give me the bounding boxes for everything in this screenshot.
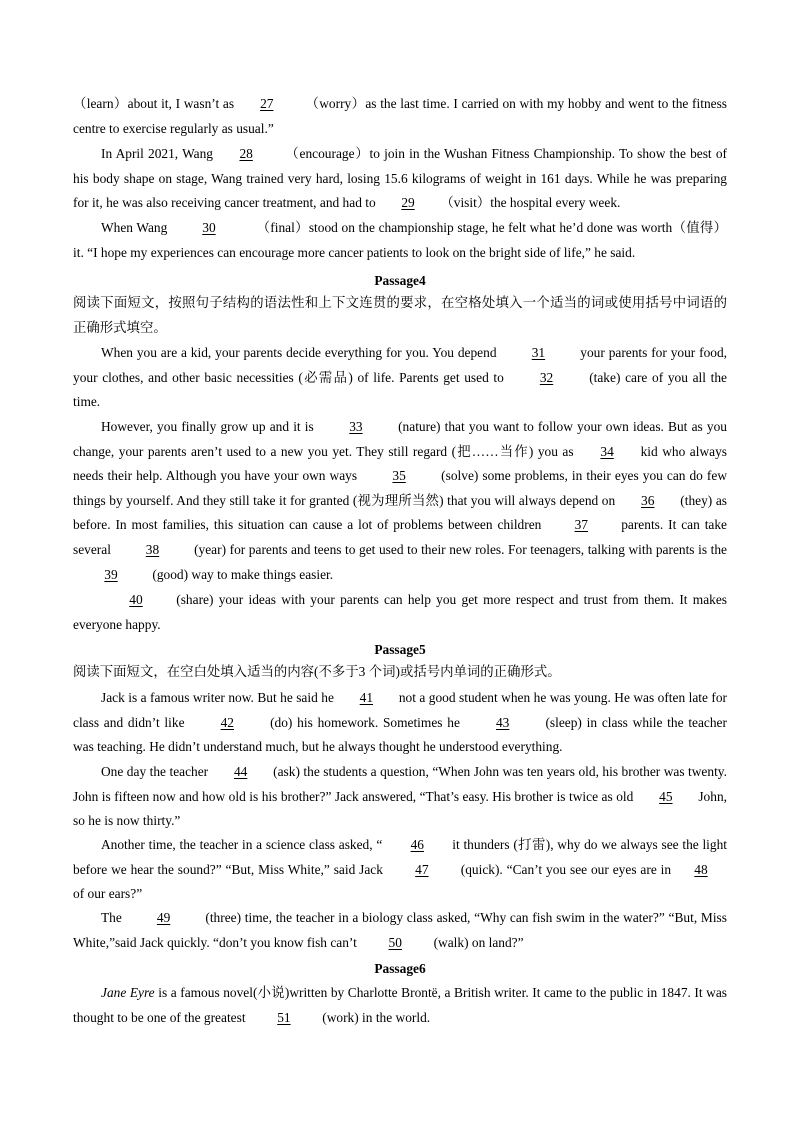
blank-43[interactable]: 43 <box>495 714 510 730</box>
blank-31[interactable]: 31 <box>531 345 546 360</box>
passage5-instructions: 阅读下面短文，在空白处填入适当的内容(不多于3 个词)或括号内单词的正确形式。 <box>73 664 561 679</box>
blank-29[interactable]: 29 <box>401 195 415 211</box>
blank-47[interactable]: 47 <box>415 861 429 877</box>
book-title: Jane Eyre <box>101 985 155 1000</box>
blank-28[interactable]: 28 <box>239 146 253 161</box>
blank-36[interactable]: 36 <box>641 492 655 508</box>
blank-46[interactable]: 46 <box>410 837 424 852</box>
blank-33[interactable]: 33 <box>349 419 363 434</box>
blank-27[interactable]: 27 <box>260 96 274 111</box>
blank-45[interactable]: 45 <box>659 788 673 804</box>
passage5-paragraph-2: One day the teacher 44 (ask) the students a question, “When John was ten years old, his brother was twenty. John is fifteen now and how old is his brother?” Jack answered, “That’s easy. His brother is twice as old 45 John, so he is now thirty.” <box>73 760 727 834</box>
passage3-paragraph-1: （learn）about it, I wasn’t as 27 （worry）as the last time. I carried on with my hobby and went to the fitness centre to exercise regularly as usual.” <box>73 92 727 141</box>
passage5-title: Passage5 <box>374 642 426 657</box>
passage4-title: Passage4 <box>374 273 426 288</box>
blank-32[interactable]: 32 <box>539 369 554 385</box>
passage4-paragraph-2: However, you finally grow up and it is 33 (nature) that you want to follow your own ideas. But as you change, your parents aren’t used to a new you yet. They still regard (把……当作) you as 34 kid who always needs their help. Although you have your own ways 35 (solve) some problems, in their eyes you can do few things by yourself. And they still take it for granted (视为理所当然) that you will always depend on 36 (they) as before. In most families, this situation can cause a lot of problems between children 37 parents. It can take several 38 (year) for parents and teens to get used to their new roles. For teenagers, talking with parents is the 39 (good) way to make things easier. <box>73 415 727 587</box>
blank-41[interactable]: 41 <box>359 690 374 705</box>
blank-51[interactable]: 51 <box>277 1009 291 1025</box>
blank-42[interactable]: 42 <box>220 714 234 730</box>
passage6-title: Passage6 <box>374 961 426 976</box>
passage3-paragraph-2: In April 2021, Wang 28 （encourage）to join in the Wushan Fitness Championship. To show the best of his body shape on stage, Wang trained very hard, losing 15.6 kilograms of weight in 161 days. While he was preparing for it, he was also receiving cancer treatment, and had to 29 （visit）the hospital every week. <box>73 142 727 216</box>
blank-38[interactable]: 38 <box>145 541 160 557</box>
blank-49[interactable]: 49 <box>156 910 171 925</box>
blank-35[interactable]: 35 <box>392 468 406 484</box>
passage4-paragraph-3: 40 (share) your ideas with your parents can help you get more respect and trust from them. It makes everyone happy. <box>73 588 727 637</box>
passage5-paragraph-3: Another time, the teacher in a science class asked, “ 46 it thunders (打雷), why do we always see the light before we hear the sound?” “But, Miss White,” said Jack 47 (quick). “Can’t you see our eyes are in 48of our ears?” <box>73 833 727 907</box>
blank-37[interactable]: 37 <box>574 517 588 533</box>
passage3-paragraph-3: When Wang 30 （final）stood on the championship stage, he felt what he’d done was worth（值得）it. “I hope my experiences can encourage more cancer patients to look on the bright side of life,” he said. <box>73 216 727 265</box>
passage6-paragraph-1: Jane Eyre is a famous novel(小说)written by Charlotte Brontë, a British writer. It came to the public in 1847. It was thought to be one of the greatest 51 (work) in the world. <box>73 981 727 1030</box>
blank-48[interactable]: 48 <box>694 861 708 877</box>
passage5-paragraph-4: The 49 (three) time, the teacher in a biology class asked, “Why can fish swim in the water?” “But, Miss White,”said Jack quickly. “don’t you know fish can’t 50 (walk) on land?” <box>73 906 727 955</box>
blank-44[interactable]: 44 <box>233 764 248 779</box>
passage4-paragraph-1: When you are a kid, your parents decide everything for you. You depend 31 your parents for your food, your clothes, and other basic necessities (必需品) of life. Parents get used to 32 (take) care of you all the time. <box>73 341 727 415</box>
blank-40[interactable]: 40 <box>129 592 143 607</box>
blank-50[interactable]: 50 <box>388 934 402 950</box>
passage5-paragraph-1: Jack is a famous writer now. But he said he 41 not a good student when he was young. He was often late for class and didn’t like 42 (do) his homework. Sometimes he 43 (sleep) in class while the teacher was teaching. He didn’t understand much, but he always thought he understood everything. <box>73 686 727 760</box>
blank-39[interactable]: 39 <box>104 566 118 582</box>
blank-34[interactable]: 34 <box>600 443 614 459</box>
passage4-instructions: 阅读下面短文，按照句子结构的语法性和上下文连贯的要求，在空格处填入一个适当的词或使用括号中词语的正确形式填空。 <box>73 295 727 335</box>
blank-30[interactable]: 30 <box>202 220 216 235</box>
